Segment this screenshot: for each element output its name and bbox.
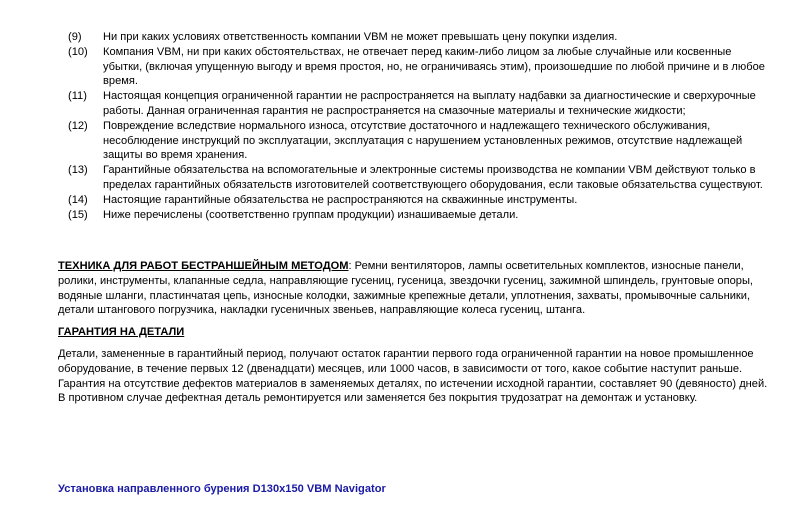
- item-text: Компания VBM, ни при каких обстоятельствах, не отвечает перед каким-либо лицом за любые случайные или косвенные убытки, (включая упущенную выгоду и время простоя, но, не ограничиваясь этим), произошедшие по любой причине и в любое время.: [103, 45, 765, 88]
- list-item: [68, 45, 768, 89]
- warranty-terms-list: [68, 30, 768, 222]
- item-text: Настоящая концепция ограниченной гарантии не распространяется на выплату надбавки за диагностические и сверхурочные работы. Данная ограниченная гарантия не распространяется на смазочные материалы и технические жидкости;: [103, 90, 756, 117]
- list-item: [68, 163, 768, 193]
- item-text: Гарантийные обязательства на вспомогательные и электронные системы производства не компании VBM действуют только в пределах гарантийных обязательств изготовителей соответствующего оборудования, если таковые обязательства существуют.: [103, 164, 763, 191]
- list-item: [68, 119, 768, 163]
- footer-product-title: Установка направленного бурения D130x150 VBM Navigator: [58, 483, 386, 495]
- item-number: (11): [68, 90, 87, 103]
- parts-warranty-text: Детали, замененные в гарантийный период, получают остаток гарантии первого года ограниченной гарантии на новое промышленное оборудование, в течение первых 12 (двенадцати) месяцев, или 1000 часов, в зависимости от того, какое событие наступит раньше. Гарантия на отсутствие дефектов материалов в заменяемых деталях, по истечении исходной гарантии, составляет 90 (девяносто) дней. В противном случае дефектная деталь ремонтируется или заменяется без покрытия трудозатрат на демонтаж и установку.: [58, 348, 768, 405]
- trenchless-section: [58, 259, 770, 318]
- trenchless-text: : Ремни вентиляторов, лампы осветительных комплектов, износные панели, ролики, инструменты, клапанные седла, направляющие гусениц, гусеница, звездочки гусениц, зажимной шпиндель, грунтовые опоры, водяные шланги, пластинчатая цепь, износные колодки, зажимные крепежные детали, уплотнения, захваты, промывочные сальники, детали штангового погрузчика, накладки гусеничных звеньев, направляющие колеса гусениц, штанга.: [58, 260, 753, 317]
- trenchless-heading: ТЕХНИКА ДЛЯ РАБОТ БЕСТРАНШЕЙНЫМ МЕТОДОМ: [58, 260, 349, 272]
- list-item: [68, 89, 768, 119]
- item-text: Настоящие гарантийные обязательства не распространяются на скважинные инструменты.: [103, 193, 578, 206]
- item-text: Ниже перечислены (соответственно группам продукции) изнашиваемые детали.: [103, 208, 519, 221]
- item-number: (13): [68, 164, 88, 177]
- parts-warranty-heading: ГАРАНТИЯ НА ДЕТАЛИ: [58, 326, 185, 338]
- item-number: (12): [68, 119, 88, 132]
- item-number: (15): [68, 208, 88, 221]
- item-number: (14): [68, 193, 88, 206]
- item-text: Повреждение вследствие нормального износа, отсутствие достаточного и надлежащего технического обслуживания, несоблюдение инструкций по эксплуатации, эксплуатация с нарушением установленных режимов, отсутствие надлежащей защиты во время хранения.: [103, 119, 743, 162]
- list-item: [68, 193, 768, 208]
- item-number: (10): [68, 45, 88, 58]
- list-item: [68, 208, 768, 223]
- item-text: Ни при каких условиях ответственность компании VBM не может превышать цену покупки изделия.: [103, 31, 618, 43]
- item-number: (9): [68, 31, 82, 43]
- list-item: [68, 30, 768, 45]
